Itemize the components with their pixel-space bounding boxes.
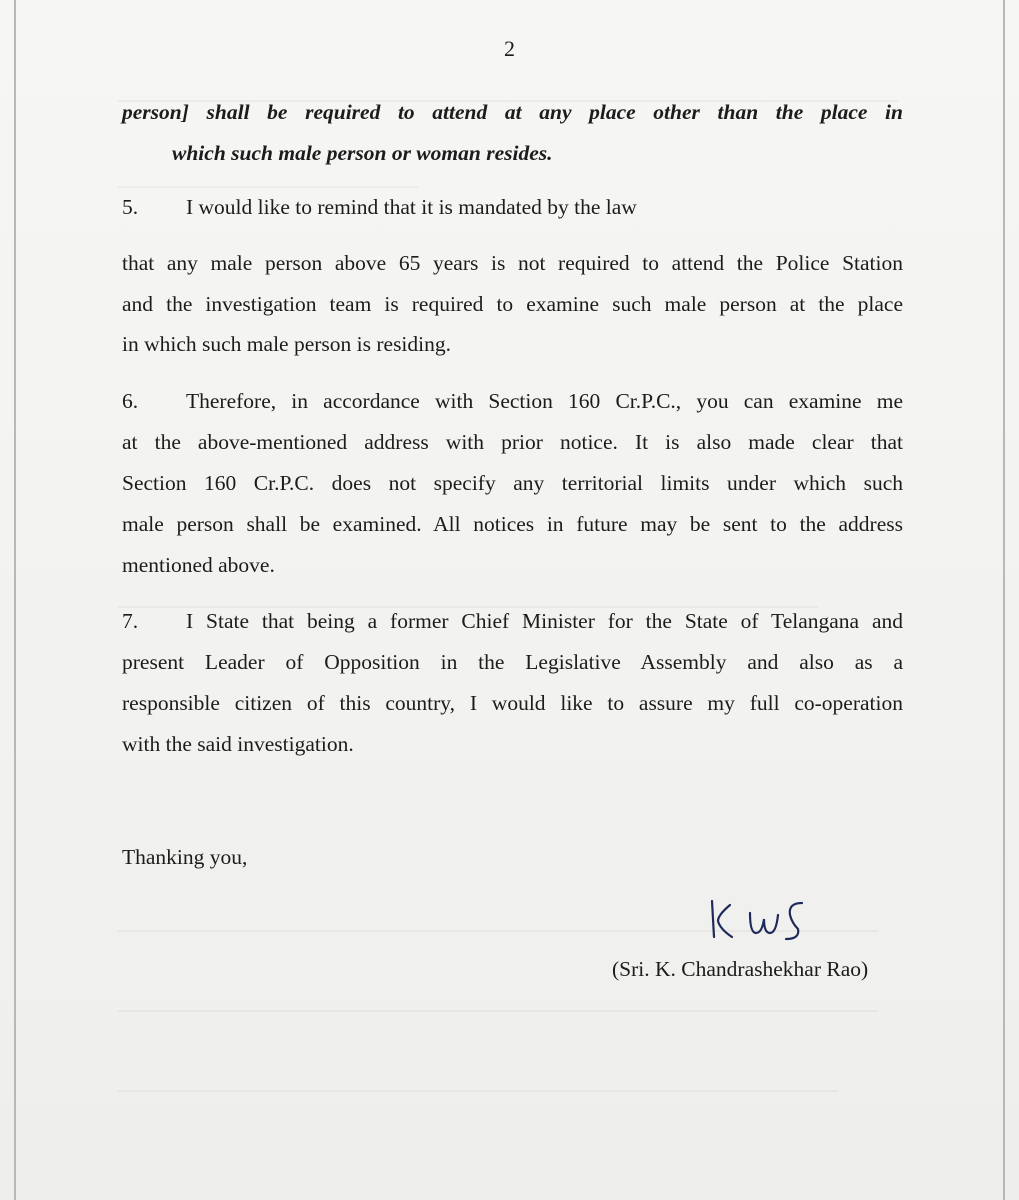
continued-line: which such male person or woman resides. <box>172 141 553 165</box>
signatory-name: (Sri. K. Chandrashekhar Rao) <box>612 957 869 981</box>
paragraph-line: in which such male person is residing. <box>122 332 452 356</box>
bleed-through-line <box>118 1010 878 1012</box>
paragraph-first-line: Therefore, in accordance with Section 160 Cr.P.C., you can examine me <box>186 389 903 413</box>
paragraph-line: and the investigation team is required to examine such male person at the place <box>122 292 903 316</box>
bleed-through-line <box>118 186 418 188</box>
paragraph-first-line: I would like to remind that it is mandated by the law <box>186 195 637 219</box>
page-number: 2 <box>504 36 515 61</box>
paragraph-line: Section 160 Cr.P.C. does not specify any territorial limits under which such <box>122 471 903 495</box>
paragraph-number: 6. <box>122 389 139 413</box>
paragraph-first-line: I State that being a former Chief Minister for the State of Telangana and <box>186 609 903 633</box>
paragraph-line: that any male person above 65 years is not required to attend the Police Station <box>122 251 903 275</box>
paragraph-line: mentioned above. <box>122 553 275 577</box>
handwritten-signature <box>706 893 816 945</box>
paragraph-number: 5. <box>122 195 139 219</box>
paragraph-line: with the said investigation. <box>122 732 354 756</box>
paragraph-line: at the above-mentioned address with prior notice. It is also made clear that <box>122 430 903 454</box>
page-border-right <box>1003 0 1005 1200</box>
paragraph-line: responsible citizen of this country, I would like to assure my full co-operation <box>122 691 903 715</box>
paragraph-number: 7. <box>122 609 139 633</box>
page-border-left <box>14 0 16 1200</box>
closing-salutation: Thanking you, <box>122 845 248 869</box>
paragraph-line: male person shall be examined. All notices in future may be sent to the address <box>122 512 903 536</box>
bleed-through-line <box>118 1090 838 1092</box>
continued-line: person] shall be required to attend at any place other than the place in <box>122 100 903 124</box>
paragraph-line: present Leader of Opposition in the Legislative Assembly and also as a <box>122 650 903 674</box>
